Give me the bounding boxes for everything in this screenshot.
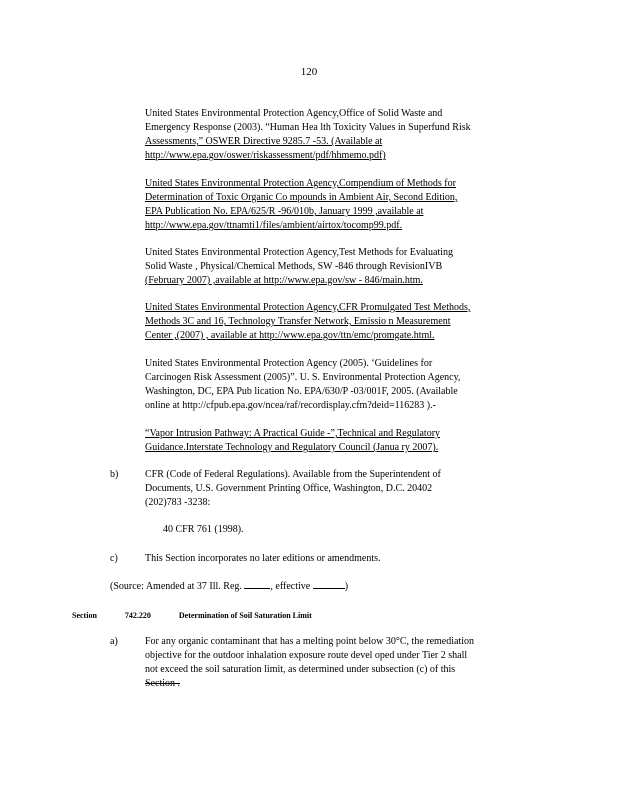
ref-line: http://www.epa.gov/ttnamti1/files/ambient/airtox/tocomp99.pdf.: [145, 220, 403, 231]
ref-line: Determination of Toxic Organic Co mpounds in Ambient Air, Second Edition,: [145, 192, 458, 203]
item-b-sub: 40 CFR 761 (1998).: [163, 524, 244, 535]
reference-epa-cfr-methods: [145, 301, 535, 343]
ref-line: Carcinogen Risk Assessment (2005)”. U. S. Environmental Protection Agency,: [145, 372, 461, 383]
ref-line: online at http://cfpub.epa.gov/ncea/raf/recordisplay.cfm?deid=116283 ).-: [145, 400, 436, 411]
ref-line: (February 2007) ,available at http://www.epa.gov/sw - 846/main.htm.: [145, 275, 423, 286]
reference-epa-test-methods: [145, 246, 535, 288]
blank-line: [244, 588, 270, 589]
item-b-label: b): [110, 469, 119, 480]
source-note: [110, 580, 348, 594]
source-note-suffix: ): [344, 581, 349, 592]
item-b-line: Documents, U.S. Government Printing Office, Washington, D.C. 20402: [145, 483, 433, 494]
item-c-text: This Section incorporates no later editions or amendments.: [145, 553, 381, 564]
ref-line: Guidance.Interstate Technology and Regulatory Council (Janua ry 2007).: [145, 442, 439, 453]
reference-epa-compendium: [145, 177, 535, 233]
item-b-line: CFR (Code of Federal Regulations). Available from the Superintendent of: [145, 469, 441, 480]
ref-line: Solid Waste , Physical/Chemical Methods, SW -846 through RevisionIVB: [145, 261, 443, 272]
section-word: Section: [72, 611, 97, 620]
ref-line: “Vapor Intrusion Pathway: A Practical Guide -”,Technical and Regulatory: [145, 428, 441, 439]
ref-line: Center ,(2007) , available at http://www.epa.gov/ttn/emc/promgate.html.: [145, 330, 435, 341]
ref-line: Methods 3C and 16, Technology Transfer Network, Emissio n Measurement: [145, 316, 451, 327]
ref-line: EPA Publication No. EPA/625/R -96/010b, January 1999 ,available at: [145, 206, 424, 217]
reference-vapor-intrusion: [145, 427, 535, 455]
ref-line: United States Environmental Protection Agency,CFR Promulgated Test Methods,: [145, 302, 471, 313]
ref-line: United States Environmental Protection Agency,Compendium of Methods for: [145, 178, 456, 189]
item-a-line: not exceed the soil saturation limit, as determined under subsection (c) of this: [145, 664, 456, 675]
blank-line: [313, 588, 345, 589]
section-number: 742.220: [124, 611, 151, 620]
ref-line: United States Environmental Protection Agency,Test Methods for Evaluating: [145, 247, 454, 258]
section-title: Determination of Soil Saturation Limit: [178, 611, 312, 620]
section-heading: [72, 611, 338, 620]
page-number: 120: [300, 66, 318, 78]
ref-line: United States Environmental Protection Agency,Office of Solid Waste and: [145, 108, 443, 119]
item-c-label: c): [110, 553, 118, 564]
item-b-line: (202)783 -3238:: [145, 497, 211, 508]
item-a-line-struck: Section .: [145, 678, 180, 689]
ref-line: Assessments,” OSWER Directive 9285.7 -53. (Available at: [145, 136, 383, 147]
source-note-prefix: (Source: Amended at 37 Ill. Reg.: [110, 581, 242, 592]
reference-epa-oswer: [145, 107, 535, 163]
item-a-label: a): [110, 636, 118, 647]
reference-epa-carcinogen: [145, 357, 535, 413]
source-note-middle: , effective: [270, 581, 311, 592]
ref-line: Emergency Response (2003). “Human Hea lth Toxicity Values in Superfund Risk: [145, 122, 471, 133]
item-a-line: objective for the outdoor inhalation exposure route devel oped under Tier 2 shall: [145, 650, 468, 661]
ref-line: Washington, DC, EPA Pub lication No. EPA/630/P -03/001F, 2005. (Available: [145, 386, 458, 397]
item-a-text: [145, 635, 535, 691]
item-a-line: For any organic contaminant that has a melting point below 30°C, the remediation: [145, 636, 475, 647]
ref-line: http://www.epa.gov/oswer/riskassessment/pdf/hhmemo.pdf): [145, 150, 386, 161]
item-b-text: [145, 468, 535, 510]
ref-line: United States Environmental Protection Agency (2005). ‘Guidelines for: [145, 358, 433, 369]
